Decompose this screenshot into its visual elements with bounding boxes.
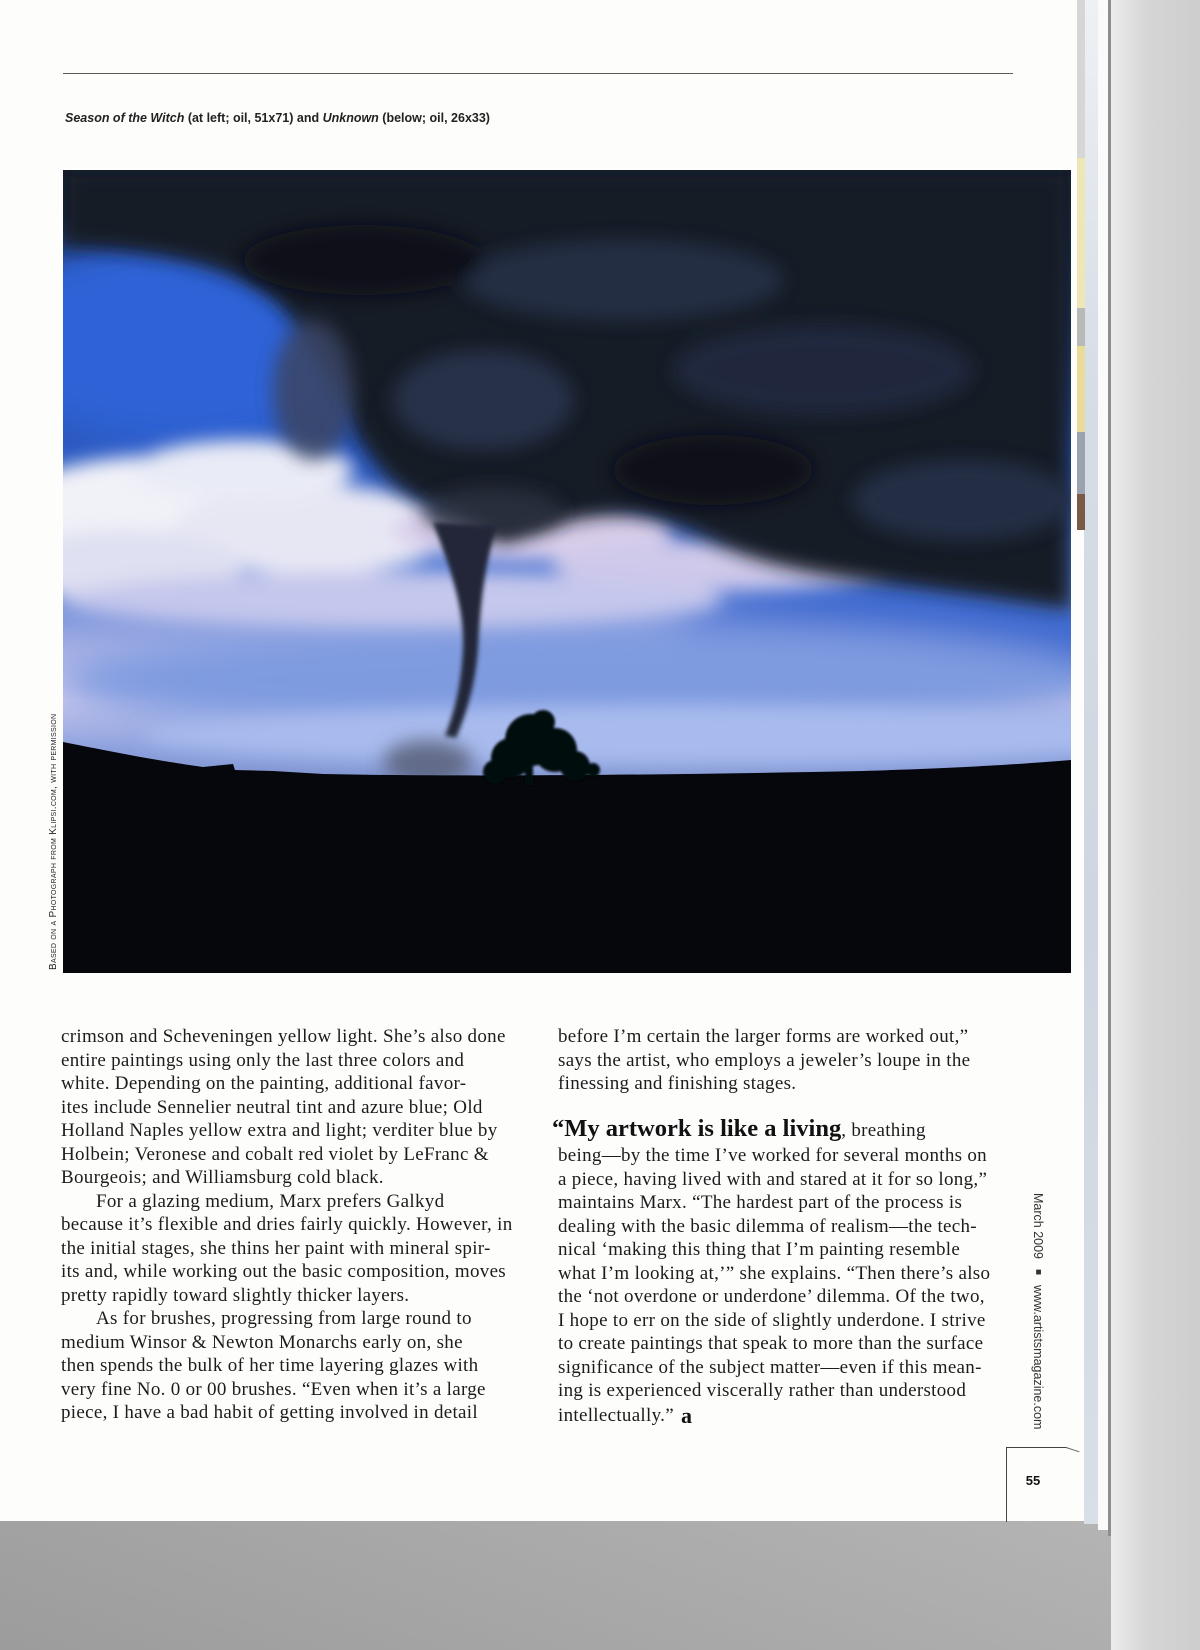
caption-title-season-of-the-witch: Season of the Witch (65, 111, 185, 125)
text-line: white. Depending on the painting, additional favor- (61, 1073, 467, 1094)
text-line: crimson and Scheveningen yellow light. She’s also done (61, 1026, 506, 1047)
artists-magazine-logo-icon: a (680, 1402, 692, 1428)
tree-foliage (560, 751, 590, 781)
text-line: medium Winsor & Newton Monarchs early on, she (61, 1331, 463, 1353)
text-column-right (552, 1025, 1003, 1428)
text-line: before I’m certain the larger forms are worked out,” (558, 1026, 969, 1047)
page-edge (1098, 0, 1108, 1530)
pull-quote-lead: “My artwork is like a living (552, 1115, 842, 1142)
text-line: piece, I have a bad habit of getting involved in detail (61, 1402, 478, 1423)
issue-date: March 2009 (1031, 1193, 1045, 1260)
page-edge-color-tab (1077, 432, 1085, 494)
text-line: its and, while working out the basic composition, moves (61, 1261, 507, 1282)
text-line: being—by the time I’ve worked for several months on (558, 1145, 987, 1166)
text-column-left (61, 1025, 511, 1425)
text-line: As for brushes, progressing from large round to (96, 1308, 472, 1329)
page-edge-color-tab (1077, 0, 1085, 158)
painting-image (63, 170, 1071, 973)
text-line (552, 1114, 1003, 1144)
caption-title-unknown: Unknown (322, 111, 379, 125)
text-line: what I’m looking at,’” she explains. “Then there’s also (558, 1262, 991, 1284)
text-line: pretty rapidly toward slightly thicker layers. (61, 1284, 410, 1306)
text-line-content: , breathing (841, 1120, 926, 1141)
text-line: because it’s flexible and dries fairly quickly. However, in (61, 1214, 513, 1235)
text-line (558, 1403, 1003, 1427)
paragraph (61, 1307, 511, 1425)
page-edge-color-tab (1077, 346, 1085, 432)
text-line: finessing and finishing stages. (558, 1073, 797, 1094)
text-line-content: intellectually.” (558, 1404, 674, 1426)
text-line: the initial stages, she thins her paint with mineral spir- (61, 1237, 491, 1259)
page-edge-color-tab (1077, 158, 1085, 308)
text-line: dealing with the basic dilemma of realism—the tech- (558, 1215, 977, 1237)
text-line: Bourgeois; and Williamsburg cold black. (61, 1167, 384, 1188)
text-line: entire paintings using only the last three colors and (61, 1049, 465, 1071)
caption-detail: (at left; oil, 51x71) and (184, 111, 323, 125)
text-line: ing is experienced viscerally rather than understood (558, 1380, 967, 1401)
text-line: says the artist, who employs a jeweler’s loupe in the (558, 1049, 971, 1071)
text-line: Holland Naples yellow extra and light; verditer blue by (61, 1120, 498, 1141)
cloud-swirl (463, 240, 783, 320)
text-line: ites include Sennelier neutral tint and azure blue; Old (61, 1096, 483, 1118)
text-line: very fine No. 0 or 00 brushes. “Even when it’s a large (61, 1378, 486, 1400)
black-square-icon: ■ (1033, 1266, 1044, 1278)
cloud-swirl (853, 460, 1071, 540)
cloud-swirl (393, 350, 573, 450)
caption-detail: (below; oil, 26x33) (378, 111, 490, 125)
scanner-background (1111, 0, 1200, 1650)
page-number: 55 (1025, 1473, 1041, 1488)
paragraph (61, 1190, 511, 1308)
issue-folio (1031, 1193, 1045, 1429)
text-line: maintains Marx. “The hardest part of the process is (558, 1192, 963, 1213)
text-line: For a glazing medium, Marx prefers Galkyd (96, 1190, 445, 1212)
shrub (586, 763, 600, 777)
text-line: nical ‘making this thing that I’m painting resemble (558, 1239, 961, 1260)
tree-trunk (525, 765, 533, 785)
cloud-shadow (613, 435, 813, 505)
text-line: a piece, having lived with and stared at it for so long,” (558, 1168, 988, 1190)
text-line: I hope to err on the side of slightly underdone. I strive (558, 1309, 986, 1331)
top-rule (63, 73, 1013, 74)
tree-foliage (531, 710, 555, 734)
text-line: to create paintings that speak to more than the surface (558, 1333, 984, 1354)
cloud (63, 572, 723, 628)
paragraph (552, 1114, 1003, 1428)
cloud-swirl (673, 325, 973, 415)
page-edge-color-tab (1077, 308, 1085, 346)
website-url: www.artistsmagazine.com (1031, 1284, 1045, 1430)
cloud-shadow (243, 225, 483, 295)
text-line: then spends the bulk of her time layering glazes with (61, 1355, 479, 1376)
page-edge (1084, 0, 1098, 1524)
text-line: the ‘not overdone or underdone’ dilemma. Of the two, (558, 1286, 985, 1307)
image-caption (65, 110, 490, 126)
cloud-swirl (273, 320, 353, 460)
paragraph (61, 1025, 511, 1190)
tree-foliage (483, 760, 507, 784)
page-edge-color-tab (1077, 494, 1085, 530)
text-line: Holbein; Veronese and cobalt red violet by LeFranc & (61, 1143, 489, 1165)
paragraph (558, 1025, 1003, 1096)
text-line: significance of the subject matter—even if this mean- (558, 1356, 982, 1378)
photo-credit: Based on a Photograph from Klipsi.com, with permission (48, 713, 59, 970)
